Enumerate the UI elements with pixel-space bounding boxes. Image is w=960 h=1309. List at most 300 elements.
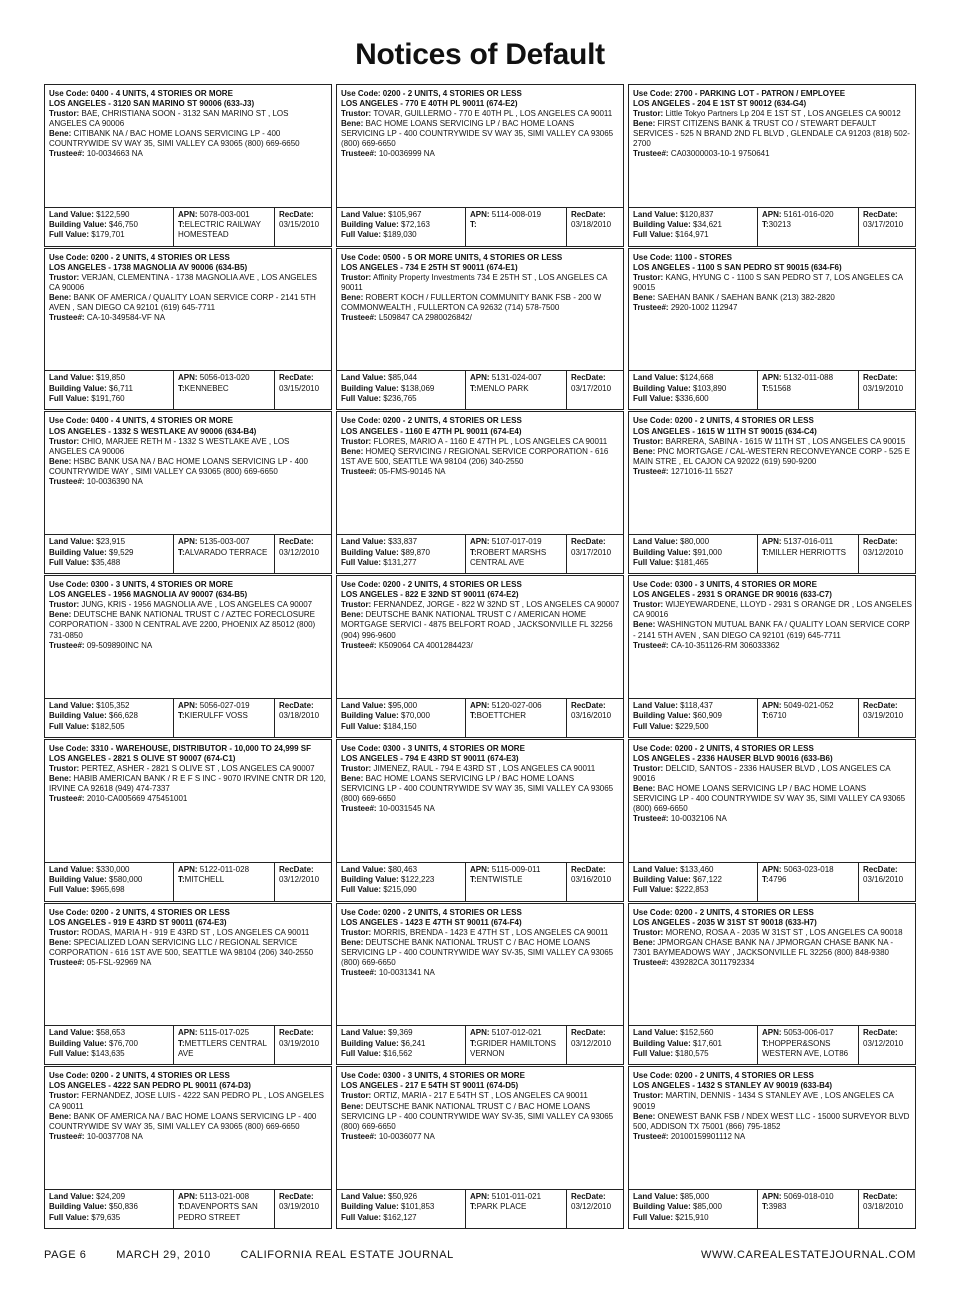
recdate-value: 03/12/2010 [571,1202,612,1212]
trustee-line [633,149,912,159]
trustor-line [341,437,620,447]
bene-label: Bene: [341,293,364,303]
notice-values [337,1025,623,1064]
trustor-line [341,600,620,610]
land-value-line [341,210,462,220]
trustor-label: Trustor: [633,927,664,937]
tract-label: T: [470,383,477,393]
land-value: $124,668 [680,373,714,383]
apn-value: 5078-003-001 [199,209,250,219]
land-value: $133,460 [680,864,714,874]
tract-label: T: [178,1202,185,1212]
bene-line [341,447,620,467]
land-value-line [341,865,462,875]
trustor-label: Trustor: [341,764,372,773]
trustor-line [633,273,912,293]
building-value: $101,853 [401,1202,435,1212]
full-value: $189,030 [383,230,417,240]
tract-label: T: [470,1038,477,1048]
use-code: Use Code: 0200 - 2 UNITS, 4 STORIES OR LESS [49,1071,230,1081]
full-value-label: Full Value: [49,1212,90,1222]
apn-line [178,865,271,875]
apn-label: APN: [178,537,198,547]
apn-cell [757,535,858,573]
recdate-value: 03/18/2010 [279,711,320,721]
apn-label: APN: [762,1028,782,1038]
value-cell [629,208,757,246]
apn-cell [173,863,274,901]
tract-label: T: [470,547,477,557]
building-value: $6,241 [401,1038,426,1048]
trustee-label: Trustee#: [341,313,377,323]
tract-value: ELECTRIC RAILWAY HOMESTEAD [178,220,261,240]
bene-line [633,447,912,467]
bene-value: DEUTSCHE BANK NATIONAL TRUST C / AMERICAN HOME MORTGAGE SERVICI - 4875 BELFORT ROAD , JACKSONVILLE FL 32256 (904) 996-9600 [341,610,613,640]
trustor-value: FERNANDEZ, JORGE - 822 W 32ND ST , LOS ANGELES CA 90007 [373,600,620,610]
use-code: Use Code: 0200 - 2 UNITS, 4 STORIES OR LESS [49,907,230,917]
apn-label: APN: [762,537,782,547]
full-value-line [341,230,462,240]
notice-details [45,1067,331,1189]
recdate-cell [274,699,331,737]
trustor-label: Trustor: [633,272,664,282]
trustor-label: Trustor: [49,436,80,446]
apn-cell [465,699,566,737]
trustor-label: Trustor: [633,109,664,119]
use-code: Use Code: 0200 - 2 UNITS, 4 STORIES OR LESS [633,416,814,426]
apn-value: 5161-016-020 [783,209,834,219]
apn-line [178,373,271,383]
notice-values [337,207,623,246]
property-address: LOS ANGELES - 1100 S SAN PEDRO ST 90015 (634-F6) [633,262,842,272]
full-value-label: Full Value: [49,557,90,567]
recdate-label: RecDate: [571,537,606,547]
full-value-line [633,722,754,732]
notice-card [336,411,624,574]
apn-value: 5115-017-025 [199,1028,250,1038]
building-value-line [341,711,462,721]
building-value: $76,700 [109,1038,138,1048]
trustor-value: MORRIS, BRENDA - 1423 E 47TH ST , LOS ANGELES CA 90011 [373,927,609,937]
tract-line [762,548,855,558]
full-value-line [633,1213,754,1223]
bene-line [49,457,328,477]
notice-card [336,903,624,1066]
trustee-line [633,958,912,968]
recdate-value: 03/18/2010 [863,1202,904,1212]
apn-line [470,373,563,383]
tract-label: T: [470,874,477,884]
apn-value: 5137-016-011 [783,537,834,547]
use-code: Use Code: 0200 - 2 UNITS, 4 STORIES OR LESS [341,907,522,917]
bene-label: Bene: [49,293,72,303]
trustor-label: Trustor: [49,1091,80,1101]
apn-cell [173,1026,274,1064]
trustee-value: 20100159901112 NA [670,1131,746,1141]
trustor-line [341,928,620,938]
building-value-line [341,220,462,230]
land-value-line [49,1028,170,1038]
building-value-label: Building Value: [341,711,399,721]
recdate-label: RecDate: [863,1028,898,1038]
bene-line [633,784,912,814]
tract-value: 30213 [768,220,791,230]
tract-label: T: [178,874,185,884]
trustee-line [341,149,620,159]
bene-label: Bene: [633,293,656,303]
value-cell [629,371,757,409]
land-value: $85,000 [680,1191,710,1201]
trustor-label: Trustor: [633,436,664,446]
notice-details [337,740,623,862]
apn-label: APN: [470,864,490,874]
use-code: Use Code: 0500 - 5 OR MORE UNITS, 4 STORIES OR LESS [341,252,563,262]
full-value-label: Full Value: [49,1049,90,1059]
apn-label: APN: [470,700,490,710]
trustor-line [633,437,912,447]
bene-line [633,620,912,640]
bene-value: BANK OF AMERICA NA / BAC HOME LOANS SERVICING LP - 400 COUNTRYWIDE SV WAY 35, SIMI VALLEY CA 93065 (800) 669-6650 [49,1111,317,1131]
property-address: LOS ANGELES - 1332 S WESTLAKE AV 90006 (634-B4) [49,426,257,436]
recdate-value: 03/17/2010 [571,383,612,393]
tract-line [762,220,855,230]
land-value: $50,926 [388,1191,418,1201]
trustee-label: Trustee#: [633,303,669,313]
use-code: Use Code: 0300 - 3 UNITS, 4 STORIES OR MORE [49,580,233,590]
recdate-label: RecDate: [571,864,606,874]
apn-cell [173,699,274,737]
recdate-value: 03/15/2010 [279,220,320,230]
trustee-label: Trustee#: [633,640,669,650]
apn-value: 5115-009-011 [491,864,541,874]
full-value-label: Full Value: [341,1212,382,1222]
recdate-label: RecDate: [571,700,606,710]
trustee-line [49,794,328,804]
land-value-line [49,373,170,383]
full-value-label: Full Value: [49,230,90,240]
property-address: LOS ANGELES - 1956 MAGNOLIA AV 90007 (634-B5) [49,590,248,600]
bene-line [49,938,328,958]
property-address: LOS ANGELES - 3120 SAN MARINO ST 90006 (633-J3) [49,99,255,109]
trustee-line [49,149,328,159]
land-value-line [341,1192,462,1202]
notice-card [44,1066,332,1229]
tract-line [762,384,855,394]
full-value-line [633,1049,754,1059]
trustor-value: JIMENEZ, RAUL - 794 E 43RD ST , LOS ANGELES CA 90011 [373,764,596,773]
bene-label: Bene: [633,620,656,630]
tract-value: MITCHELL [184,874,225,884]
value-cell [45,699,173,737]
full-value-label: Full Value: [49,885,90,895]
land-value-label: Land Value: [633,373,678,383]
trustor-label: Trustor: [341,1091,372,1101]
trustee-value: 05-FMS-90145 NA [378,466,446,476]
recdate-cell [566,699,623,737]
tract-label: T: [762,1202,769,1212]
trustee-value: 09-509890INC NA [86,640,153,650]
notice-card [44,739,332,902]
trustor-label: Trustor: [633,1091,664,1101]
trustee-label: Trustee#: [341,640,377,650]
tract-label: T: [762,1038,769,1048]
trustee-line [341,467,620,477]
tract-value: HOPPER&SONS WESTERN AVE, LOT86 [762,1038,849,1059]
building-value: $17,601 [693,1038,722,1048]
trustor-value: Affinity Property Investments 734 E 25TH ST , LOS ANGELES CA 90011 [341,272,608,292]
building-value-line [633,875,754,885]
trustee-value: 10-0036390 NA [86,476,143,486]
building-value-line [341,1039,462,1049]
tract-value: KIERULFF VOSS [184,711,248,721]
full-value-label: Full Value: [633,1049,674,1059]
tract-value: METTLERS CENTRAL AVE [178,1038,267,1059]
trustee-label: Trustee#: [341,804,377,814]
trustor-line [633,928,912,938]
property-address: LOS ANGELES - 822 E 32ND ST 90011 (674-E2) [341,590,519,600]
trustor-value: BAE, CHRISTIANA SOON - 3132 SAN MARINO ST , LOS ANGELES CA 90006 [49,109,289,129]
tract-line [178,1202,271,1223]
tract-line [762,1039,855,1060]
apn-label: APN: [178,209,198,219]
trustor-line [341,273,620,293]
notice-values [45,1025,331,1064]
trustor-value: FERNANDEZ, JOSE LUIS - 4222 SAN PEDRO PL , LOS ANGELES CA 90011 [49,1091,324,1111]
land-value-line [49,210,170,220]
land-value-line [341,373,462,383]
trustor-value: FLORES, MARIO A - 1160 E 47TH PL , LOS ANGELES CA 90011 [373,436,608,446]
recdate-cell [274,1026,331,1064]
land-value-line [633,537,754,547]
recdate-cell [566,1190,623,1228]
full-value-line [633,394,754,404]
land-value-label: Land Value: [49,864,94,874]
tract-line [178,711,271,721]
bene-label: Bene: [633,784,656,794]
tract-value: KENNEBEC [184,383,229,393]
apn-line [470,1028,563,1038]
notice-details [629,1067,915,1189]
full-value-line [341,885,462,895]
full-value-label: Full Value: [633,1212,674,1222]
land-value: $85,044 [388,373,418,383]
full-value: $184,150 [383,721,417,731]
apn-value: 5049-021-052 [783,700,834,710]
land-value-label: Land Value: [341,209,386,219]
apn-label: APN: [178,864,198,874]
building-value-label: Building Value: [633,1038,691,1048]
trustee-value: 2010-CA005669 475451001 [86,794,188,804]
recdate-value: 03/19/2010 [279,1202,320,1212]
trustor-value: VERJAN, CLEMENTINA - 1738 MAGNOLIA AVE , LOS ANGELES CA 90006 [49,272,317,292]
tract-label: T: [762,874,769,884]
apn-value: 5056-013-020 [199,373,250,383]
use-code: Use Code: 0200 - 2 UNITS, 4 STORIES OR LESS [633,1071,814,1081]
notice-details [45,576,331,698]
apn-line [762,210,855,220]
tract-line [470,711,563,721]
tract-value: GRIDER HAMILTONS VERNON [470,1038,556,1059]
building-value: $70,000 [401,711,430,721]
full-value: $215,090 [383,885,417,895]
notice-card [336,575,624,738]
full-value-label: Full Value: [341,557,382,567]
land-value: $152,560 [680,1028,714,1038]
building-value: $9,529 [109,547,134,557]
trustor-label: Trustor: [49,600,80,610]
bene-value: DEUTSCHE BANK NATIONAL TRUST C / BAC HOME LOANS SERVICING LP - 400 COUNTRYWIDE WAY SV-35, SIMI VALLEY CA 93065 (800) 669-6650 [341,1101,614,1131]
building-value-line [49,875,170,885]
recdate-cell [858,535,915,573]
full-value: $79,635 [91,1212,121,1222]
land-value-label: Land Value: [341,537,386,547]
tract-value: ENTWISTLE [476,874,523,884]
apn-line [762,537,855,547]
notice-card [44,248,332,411]
trustee-label: Trustee#: [49,794,85,804]
notice-details [45,85,331,207]
building-value-line [633,711,754,721]
trustee-line [633,303,912,313]
building-value-label: Building Value: [49,711,107,721]
tract-line [178,1039,271,1060]
trustor-line [49,273,328,293]
tract-value: 3983 [768,1202,787,1212]
notice-values [629,1189,915,1228]
apn-label: APN: [470,1028,490,1038]
value-cell [45,863,173,901]
land-value-line [633,1192,754,1202]
tract-line [470,875,563,885]
tract-line [178,875,271,885]
trustee-line [341,313,620,323]
apn-cell [757,371,858,409]
trustor-label: Trustor: [49,272,80,282]
tract-value: PARK PLACE [476,1202,527,1212]
notice-details [45,249,331,371]
land-value-label: Land Value: [633,209,678,219]
building-value: $50,836 [109,1202,138,1212]
building-value-line [341,875,462,885]
recdate-label: RecDate: [571,1028,606,1038]
land-value-label: Land Value: [341,700,386,710]
trustee-value: 10-0037708 NA [86,1131,143,1141]
notice-values [337,1189,623,1228]
apn-value: 5056-027-019 [199,700,250,710]
trustor-line [633,1091,912,1111]
page-number: PAGE 6 [44,1249,87,1261]
notice-card [628,411,916,574]
notice-card [336,84,624,247]
building-value-line [633,1202,754,1212]
trustor-line [341,1091,620,1101]
full-value-label: Full Value: [49,394,90,404]
notice-details [45,740,331,862]
apn-label: APN: [762,209,782,219]
trustor-line [49,928,328,938]
tract-line [762,875,855,885]
full-value-line [49,1049,170,1059]
notice-details [629,576,915,698]
footer-left [44,1249,480,1261]
notice-values [629,698,915,737]
apn-label: APN: [762,700,782,710]
trustee-label: Trustee#: [633,149,669,159]
notice-card [44,575,332,738]
property-address: LOS ANGELES - 1160 E 47TH PL 90011 (674-E4) [341,426,522,436]
full-value-label: Full Value: [633,557,674,567]
apn-line [178,1192,271,1202]
value-cell [337,371,465,409]
trustee-line [341,641,620,651]
trustee-value: CA-10-351126-RM 306033362 [670,640,780,650]
apn-line [762,373,855,383]
bene-line [633,119,912,149]
full-value-line [49,230,170,240]
tract-value: 4796 [768,874,787,884]
building-value-label: Building Value: [49,220,107,230]
building-value-label: Building Value: [633,874,691,884]
full-value-line [49,885,170,895]
full-value-line [49,1213,170,1223]
trustee-value: K509064 CA 4001284423/ [378,640,473,650]
trustee-line [49,313,328,323]
building-value-label: Building Value: [341,874,399,884]
land-value-label: Land Value: [341,1191,386,1201]
property-address: LOS ANGELES - 1738 MAGNOLIA AV 90006 (634-B5) [49,262,248,272]
recdate-cell [566,371,623,409]
notice-details [337,85,623,207]
bene-label: Bene: [49,456,72,466]
apn-value: 5131-024-007 [491,373,542,383]
building-value: $6,711 [109,383,133,393]
trustee-line [633,1132,912,1142]
trustor-label: Trustor: [341,927,372,937]
apn-line [178,537,271,547]
bene-value: BAC HOME LOANS SERVICING LP / BAC HOME LOANS SERVICING LP - 400 COUNTRYWIDE SV WAY 35, SIMI VALLEY CA 93065 (800) 669-6650 [341,119,614,149]
full-value-label: Full Value: [341,230,382,240]
notice-details [337,904,623,1026]
trustee-value: L509847 CA 2980026842/ [378,313,472,323]
property-address: LOS ANGELES - 217 E 54TH ST 90011 (674-D5) [341,1081,519,1091]
land-value: $118,437 [680,700,713,710]
use-code: Use Code: 2700 - PARKING LOT - PATRON / EMPLOYEE [633,89,846,98]
apn-cell [757,863,858,901]
recdate-value: 03/18/2010 [571,220,612,230]
land-value: $19,850 [96,373,126,383]
notice-card [628,739,916,902]
apn-cell [465,1026,566,1064]
apn-value: 5107-012-021 [491,1028,542,1038]
apn-line [178,1028,271,1038]
building-value-label: Building Value: [341,383,399,393]
bene-value: ONEWEST BANK FSB / NDEX WEST LLC - 15000 SURVEYOR BLVD 500, ADDISON TX 75001 (866) 795-1852 [633,1111,910,1131]
full-value: $164,971 [675,230,709,240]
trustee-value: CA-10-349584-VF NA [86,313,166,323]
recdate-cell [858,699,915,737]
apn-cell [757,699,858,737]
apn-value: 5114-008-019 [491,209,542,219]
building-value-line [49,220,170,230]
notice-values [45,1189,331,1228]
trustee-label: Trustee#: [49,640,85,650]
recdate-cell [858,208,915,246]
building-value-line [633,1039,754,1049]
trustee-label: Trustee#: [341,149,377,159]
property-address: LOS ANGELES - 1432 S STANLEY AV 90019 (633-B4) [633,1081,833,1091]
trustee-line [633,467,912,477]
value-cell [45,208,173,246]
